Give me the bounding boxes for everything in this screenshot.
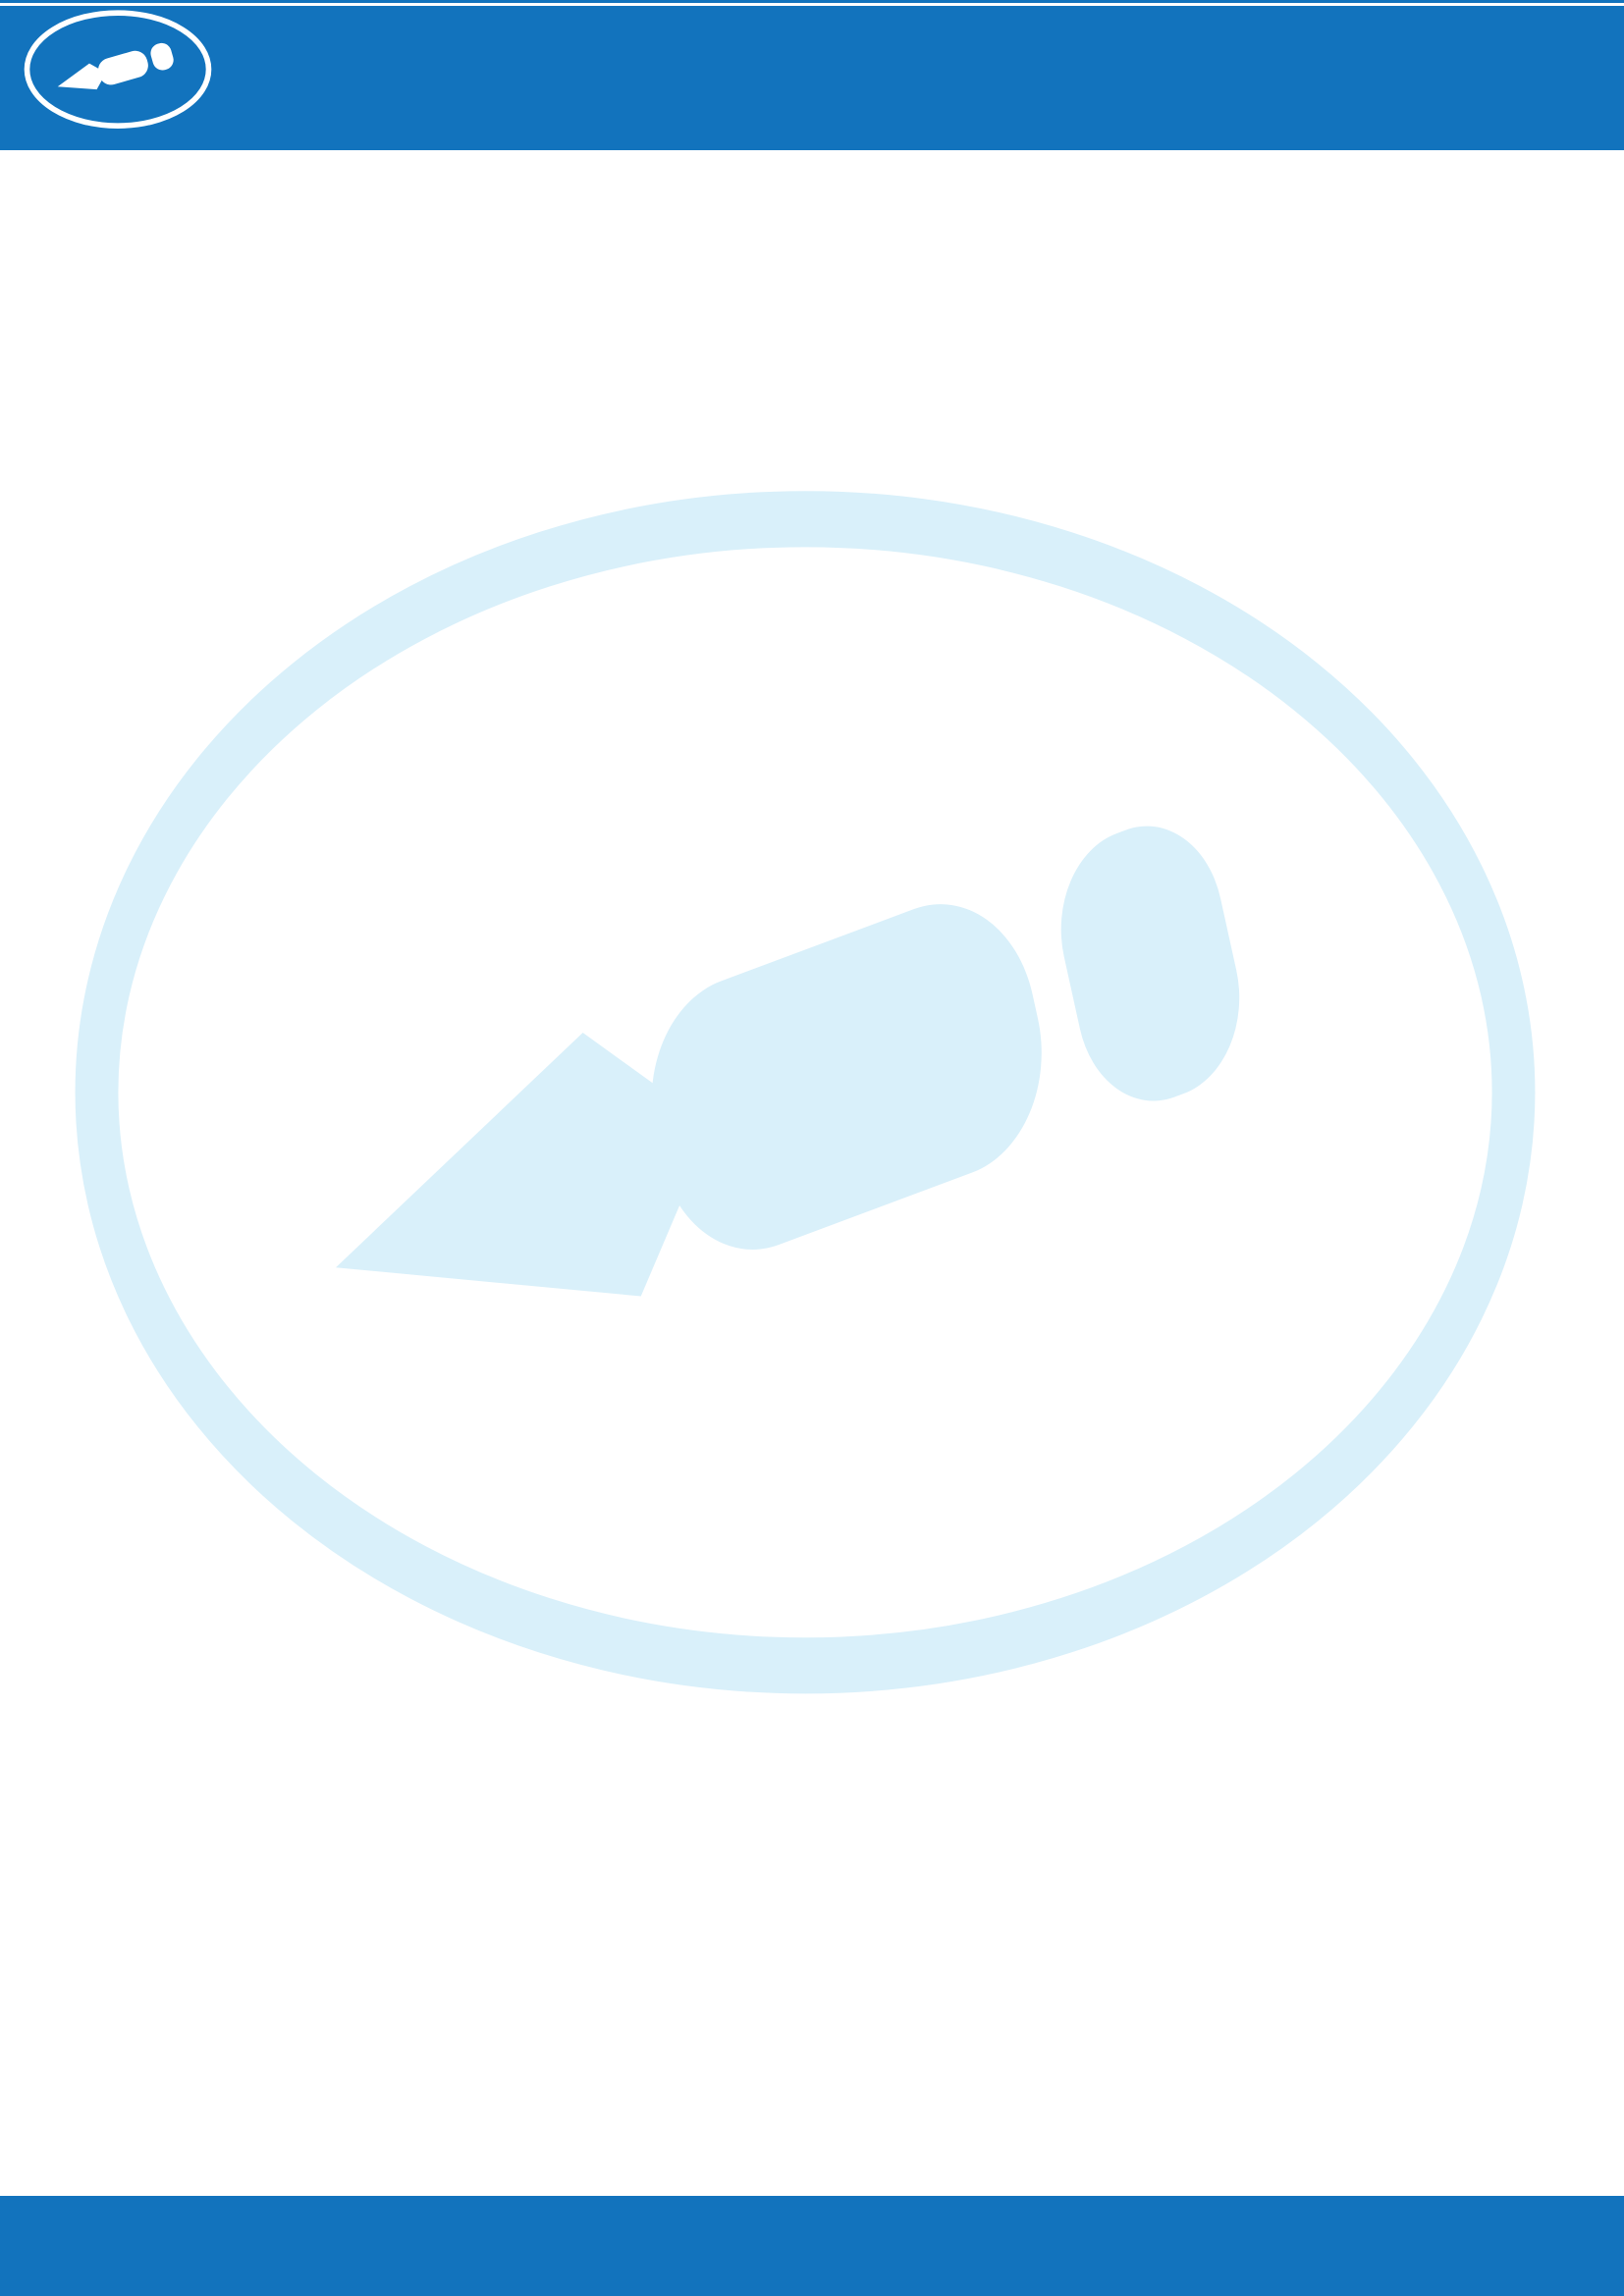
studypath-logo [20, 8, 216, 149]
watermark-logo-icon [39, 469, 1571, 1902]
watermark [39, 469, 1571, 1902]
document-body [0, 150, 1624, 282]
page-footer [0, 2196, 1624, 2296]
page-header [0, 6, 1624, 150]
pen-logo-icon [20, 8, 216, 149]
top-edge-line [0, 0, 1624, 3]
